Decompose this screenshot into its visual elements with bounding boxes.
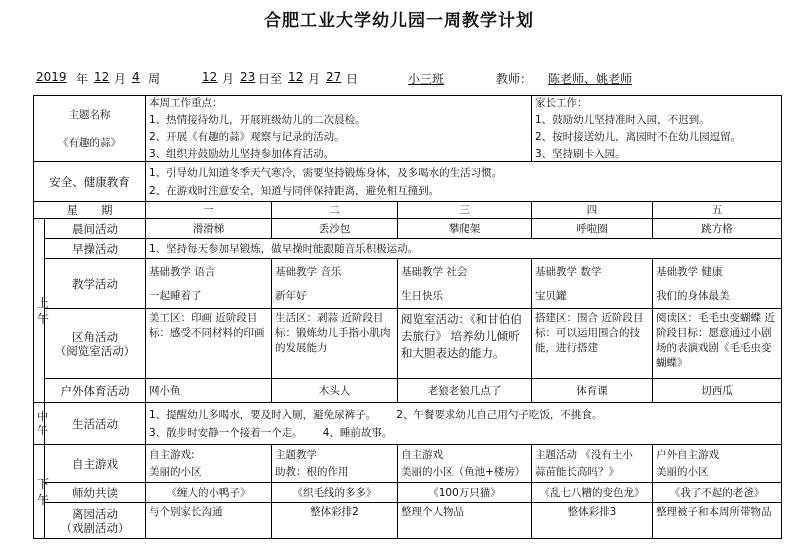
teaching-cell <box>272 259 398 309</box>
corner-cell: 生活区：剥蒜 近阶段目标：锻炼幼儿手指小肌肉的发展能力 <box>272 309 398 379</box>
game-line: 蒜苗能长高吗？》 <box>535 466 619 478</box>
teaching-type: 基础教学 健康 <box>656 265 723 278</box>
reading-label: 师幼共读 <box>45 483 146 503</box>
end-month-suffix: 月 <box>308 72 321 86</box>
start-month: 12 <box>202 70 218 84</box>
week-number: 4 <box>132 70 140 84</box>
game-cell <box>532 445 653 483</box>
weekday-mon: 一 <box>146 202 272 219</box>
safety-cell <box>146 162 782 202</box>
noon-section-label: 中午 <box>34 403 45 445</box>
life-item: 4、睡前故事。 <box>322 426 393 439</box>
parent-work-cell <box>532 96 782 162</box>
drill-text: 1、坚持每天参加早锻炼，做早操时能跟随音乐积极运动。 <box>146 239 782 259</box>
morning-exercise-value: 跳方格 <box>653 219 782 239</box>
game-line: 主题活动 《没有土小 <box>535 449 633 461</box>
leaving-value: 整体彩排3 <box>532 503 653 539</box>
week-focus-item: 1、热情接待幼儿，开展班级幼儿的二次晨检。 <box>149 114 366 126</box>
game-cell <box>272 445 398 483</box>
leaving-value: 整理被子和本周所带物品 <box>653 503 782 539</box>
week-focus-label: 本周工作重点： <box>149 97 223 109</box>
week-focus-item: 2、开展《有趣的蒜》观察与记录的活动。 <box>149 131 345 143</box>
life-item: 3、散步时安静一个接着一个走。 <box>149 426 303 439</box>
parent-work-item: 2、按时接送幼儿，离园时不在幼儿园逗留。 <box>535 131 742 143</box>
morning-section-label: 上午 <box>34 219 45 403</box>
teaching-type: 基础教学 音乐 <box>275 265 342 278</box>
leaving-value: 与个别家长沟通 <box>146 503 272 539</box>
weekday-wed: 三 <box>398 202 532 219</box>
teaching-topic: 一起睡着了 <box>149 289 202 302</box>
game-line: 主题教学 <box>275 449 317 461</box>
leaving-value: 整体彩排2 <box>272 503 398 539</box>
year-suffix: 年 <box>76 72 89 86</box>
life-label: 生活活动 <box>45 403 146 445</box>
parent-work-item: 3、坚持刷卡入园。 <box>535 148 626 160</box>
teaching-type: 基础教学 社会 <box>401 265 468 278</box>
life-item: 2、午餐要求幼儿自己用勺子吃饭，不挑食。 <box>396 408 603 421</box>
reading-book: 《乱七八糟的变色龙》 <box>532 483 653 503</box>
teaching-cell <box>532 259 653 309</box>
outdoor-label: 户外体育活动 <box>45 379 146 403</box>
corner-label-sub: （阅览室活动） <box>54 343 136 358</box>
teaching-type: 基础教学 语言 <box>149 265 216 278</box>
outdoor-value: 网小鱼 <box>146 379 272 403</box>
class-name: 小三班 <box>408 72 445 86</box>
corner-label <box>45 309 146 379</box>
teaching-topic: 宝贝罐 <box>535 289 567 302</box>
theme-label: 主题名称 <box>68 108 111 121</box>
parent-work-label: 家长工作： <box>535 97 588 109</box>
reading-book: 《缠人的小鸭子》 <box>146 483 272 503</box>
reading-book: 《织毛线的多多》 <box>272 483 398 503</box>
teaching-topic: 生日快乐 <box>401 289 443 302</box>
teaching-cell <box>146 259 272 309</box>
teaching-cell <box>398 259 532 309</box>
week-focus-cell <box>146 96 532 162</box>
end-day-suffix: 日 <box>346 72 359 86</box>
start-day-suffix: 日至 <box>258 72 283 86</box>
morning-exercise-value: 滑滑梯 <box>146 219 272 239</box>
game-label: 自主游戏 <box>45 445 146 483</box>
life-cell <box>146 403 782 445</box>
year: 2019 <box>36 70 67 84</box>
corner-cell: 美工区：印画 近阶段目标：感受不同材料的印画 <box>146 309 272 379</box>
game-cell <box>653 445 782 483</box>
safety-item: 1、引导幼儿知道冬季天气寒冷，需要坚持锻炼身体，及多喝水的生活习惯。 <box>149 166 503 179</box>
teaching-cell <box>653 259 782 309</box>
leaving-label-sub: （戏剧活动） <box>60 520 130 535</box>
weekday-thu: 四 <box>532 202 653 219</box>
game-cell <box>398 445 532 483</box>
page-title: 合肥工业大学幼儿园一周教学计划 <box>264 11 534 31</box>
outdoor-value: 体育课 <box>532 379 653 403</box>
leaving-label-main: 离园活动 <box>72 506 118 521</box>
weekday-tue: 二 <box>272 202 398 219</box>
weekday-fri: 五 <box>653 202 782 219</box>
week-focus-item: 3、组织并鼓励幼儿坚持参加体育活动。 <box>149 148 335 160</box>
outdoor-value: 老狼老狼几点了 <box>398 379 532 403</box>
game-line: 美丽的小区 <box>149 466 202 478</box>
game-line: 自主游戏 <box>401 449 443 461</box>
month-suffix: 月 <box>114 72 127 86</box>
afternoon-section-label: 下午 <box>34 445 45 539</box>
outdoor-value: 木头人 <box>272 379 398 403</box>
reading-book: 《100万只猫》 <box>398 483 532 503</box>
plan-info-line <box>36 70 776 90</box>
theme-cell <box>34 96 146 162</box>
corner-cell: 阅览室活动：《和甘伯伯去旅行》 培养幼儿倾听和大胆表达的能力。 <box>398 309 532 379</box>
game-line: 美丽的小区 <box>656 466 709 478</box>
weekday-header-label: 星 期 <box>34 202 146 219</box>
morning-exercise-value: 攀爬架 <box>398 219 532 239</box>
game-line: 自主游戏: <box>149 449 195 461</box>
corner-cell: 搭建区：围合 近阶段目标：可以运用围合的技能，进行搭建 <box>532 309 653 379</box>
safety-label: 安全、健康教育 <box>34 162 146 202</box>
morning-exercise-value: 呼啦圈 <box>532 219 653 239</box>
game-line: 助教：根的作用 <box>275 466 349 478</box>
outdoor-value: 切西瓜 <box>653 379 782 403</box>
morning-exercise-value: 丢沙包 <box>272 219 398 239</box>
corner-label-main: 区角活动 <box>72 329 118 344</box>
end-day: 27 <box>326 70 342 84</box>
week-suffix: 周 <box>148 72 161 86</box>
teaching-type: 基础教学 数学 <box>535 265 602 278</box>
month: 12 <box>94 70 110 84</box>
game-line: 户外自主游戏 <box>656 449 719 461</box>
corner-cell: 阅读区：毛毛虫变蝴蝶 近阶段目标：愿意通过小剧场的表演戏剧《毛毛虫变蝴蝶》 <box>653 309 782 379</box>
reading-book: 《我了不起的老爸》 <box>653 483 782 503</box>
teacher-names: 陈老师、姚老师 <box>548 72 633 86</box>
teaching-topic: 我们的身体最美 <box>656 289 730 302</box>
life-item: 1、提醒幼儿多喝水，要及时入厕，避免尿裤子。 <box>149 408 377 421</box>
drill-label: 早操活动 <box>45 239 146 259</box>
end-month: 12 <box>288 70 304 84</box>
life-line <box>149 426 778 440</box>
leaving-value: 整理个人物品 <box>398 503 532 539</box>
teaching-label: 教学活动 <box>45 259 146 309</box>
game-cell <box>146 445 272 483</box>
safety-item: 2、在游戏时注意安全，知道与同伴保持距离，避免相互撞到。 <box>149 184 440 197</box>
teaching-topic: 新年好 <box>275 289 307 302</box>
theme-name: 《有趣的蒜》 <box>58 136 121 149</box>
life-line <box>149 408 778 422</box>
game-line: 美丽的小区（鱼池+楼房） <box>401 466 526 478</box>
morning-exercise-label: 晨间活动 <box>45 219 146 239</box>
teacher-label: 教师： <box>496 72 533 86</box>
weekly-plan-table <box>33 95 782 539</box>
start-month-suffix: 月 <box>222 72 235 86</box>
start-day: 23 <box>240 70 256 84</box>
parent-work-item: 1、鼓励幼儿坚持准时入园，不迟到。 <box>535 114 710 126</box>
leaving-label <box>45 503 146 539</box>
